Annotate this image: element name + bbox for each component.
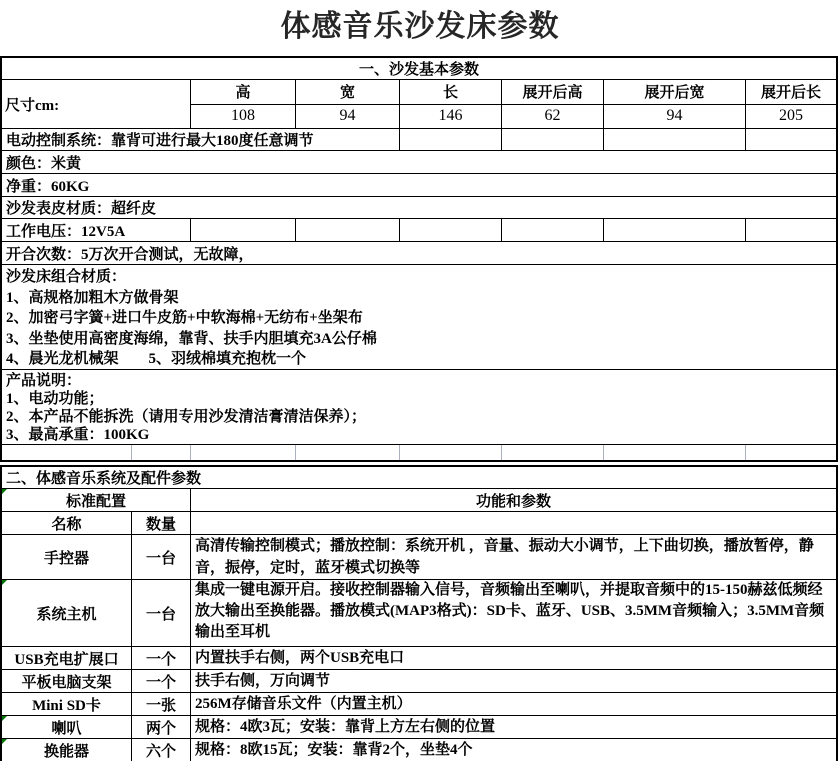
cell-dim-header: 展开后宽 [603, 80, 745, 104]
cell-dim-header: 宽 [295, 80, 399, 104]
materials-line: 2、加密弓字簧+进口牛皮筋+中软海棉+无纺布+坐架布 [6, 310, 363, 326]
accessory-row-tablet-stand [2, 670, 836, 693]
error-indicator-icon [2, 739, 7, 744]
cell-item-desc: 规格：8欧15瓦；安装：靠背2个，坐垫4个 [190, 739, 836, 761]
cell-dim-value: 108 [190, 105, 295, 129]
accessory-row-transducer [2, 739, 836, 761]
cell-empty [501, 445, 603, 460]
cell-item-desc: 内置扶手右侧，两个USB充电口 [190, 647, 836, 669]
notes-line: 3、最高承重：100KG [6, 427, 150, 443]
accessory-row-controller [2, 535, 836, 580]
materials-block [2, 265, 836, 370]
cell-item-desc: 规格：4欧3瓦；安装：靠背上方左右侧的位置 [190, 716, 836, 738]
cell-empty [745, 129, 836, 150]
materials-line: 4、晨光龙机械架 5、羽绒棉填充抱枕一个 [6, 351, 307, 367]
cell-motor-control-text: 电动控制系统：靠背可进行最大180度任意调节 [6, 133, 314, 149]
accessory-row-speaker [2, 716, 836, 739]
materials-line: 沙发床组合材质： [6, 269, 127, 285]
dimensions-values-row [190, 105, 836, 129]
cell-empty [190, 512, 836, 534]
basic-params-table [0, 56, 838, 462]
cell-empty [745, 219, 836, 241]
cell-item-desc: 高清传输控制模式；播放控制：系统开机 ，音量、振动大小调节，上下曲切换，播放暂停，静音，振停，定时，蓝牙模式切换等 [190, 535, 836, 579]
music-system-table [0, 465, 838, 761]
cell-dim-value: 205 [745, 105, 836, 129]
error-indicator-icon [2, 489, 7, 494]
cell-item-qty: 一台 [131, 580, 190, 646]
cell-item-desc: 扶手右侧，万向调节 [190, 670, 836, 692]
spacer-row [2, 445, 836, 460]
cell-item-qty: 两个 [131, 716, 190, 738]
notes-line: 产品说明： [6, 373, 82, 389]
config-header-row [2, 489, 836, 512]
cell-empty [131, 445, 190, 460]
cell-empty [501, 219, 603, 241]
item-name-label: 喇叭 [51, 720, 82, 737]
materials-line: 3、坐垫使用高密度海绵，靠背、扶手内胆填充3A公仔棉 [6, 330, 377, 347]
cell-item-name: Mini SD卡 [32, 697, 101, 714]
error-indicator-icon [2, 716, 7, 721]
config-header-label: 标准配置 [65, 493, 126, 510]
error-indicator-icon [2, 580, 7, 585]
row-net-weight: 净重：60KG [2, 174, 836, 197]
cell-empty [295, 219, 399, 241]
materials-line: 1、高规格加粗木方做骨架 [6, 289, 179, 306]
page-title: 体感音乐沙发床参数 [280, 10, 560, 43]
cell-empty [190, 219, 295, 241]
dimensions-grid [190, 80, 836, 128]
cell-item-name: 手控器 [43, 550, 89, 567]
cell-item-qty: 一张 [131, 693, 190, 715]
row-surface-material: 沙发表皮材质：超纤皮 [2, 197, 836, 219]
cell-item-name: USB充电扩展口 [14, 651, 119, 668]
section1-header: 一、沙发基本参数 [2, 58, 836, 80]
row-voltage [2, 219, 836, 242]
cell-item-qty: 一个 [131, 670, 190, 692]
cell-item-name [2, 580, 131, 646]
item-name-label: 换能器 [43, 743, 89, 760]
section2-header: 二、体感音乐系统及配件参数 [2, 467, 836, 489]
product-notes-block [2, 370, 836, 445]
cell-empty [603, 445, 745, 460]
cell-empty [2, 445, 131, 460]
cell-empty [501, 129, 603, 150]
notes-line: 2、本产品不能拆洗（请用专用沙发清洁膏清洁保养）； [6, 409, 367, 425]
notes-line: 1、电动功能； [6, 391, 104, 407]
cell-item-qty: 一个 [131, 647, 190, 669]
cell-empty [603, 129, 745, 150]
dimensions-block [2, 80, 836, 129]
accessory-row-sd-card [2, 693, 836, 716]
cell-empty [399, 445, 501, 460]
cell-qty-header: 数量 [131, 512, 190, 534]
cell-item-name: 平板电脑支架 [21, 674, 112, 691]
cell-voltage-text: 工作电压：12V5A [6, 223, 126, 240]
name-qty-header-row [2, 512, 836, 535]
cell-dim-header: 长 [399, 80, 501, 104]
row-color: 颜色：米黄 [2, 151, 836, 174]
cell-function-header: 功能和参数 [190, 489, 836, 511]
cell-empty [399, 129, 501, 150]
cell-dim-value: 146 [399, 105, 501, 129]
cell-item-desc: 256M存储音乐文件（内置主机） [190, 693, 836, 715]
cell-dim-value: 62 [501, 105, 603, 129]
cell-name-header: 名称 [51, 516, 82, 533]
row-open-close-cycles: 开合次数：5万次开合测试，无故障， [2, 242, 836, 265]
cell-item-qty: 一台 [131, 535, 190, 579]
cell-dim-value: 94 [603, 105, 745, 129]
cell-dim-header: 展开后高 [501, 80, 603, 104]
cell-item-desc: 集成一键电源开启。接收控制器输入信号，音频输出至喇叭，并提取音频中的15-150赫兹低频经放大输出至换能器。播放模式(MAP3格式)：SD卡、蓝牙、USB、3.5MM音频输入；3.5MM音频输出至耳机 [190, 580, 836, 646]
item-name-label: 系统主机 [36, 606, 97, 623]
cell-empty [295, 445, 399, 460]
accessory-row-main-unit [2, 580, 836, 647]
cell-dim-header: 展开后长 [745, 80, 836, 104]
cell-empty [190, 445, 295, 460]
cell-empty [745, 445, 836, 460]
cell-size-label: 尺寸cm: [5, 97, 60, 114]
dimensions-header-row [190, 80, 836, 105]
cell-item-name [2, 716, 131, 738]
cell-dim-header: 高 [190, 80, 295, 104]
cell-empty [399, 219, 501, 241]
cell-dim-value: 94 [295, 105, 399, 129]
cell-item-qty: 六个 [131, 739, 190, 761]
accessory-row-usb [2, 647, 836, 670]
cell-item-name [2, 739, 131, 761]
cell-config-header [2, 489, 190, 511]
cell-empty [603, 219, 745, 241]
row-motor-control [2, 129, 836, 151]
